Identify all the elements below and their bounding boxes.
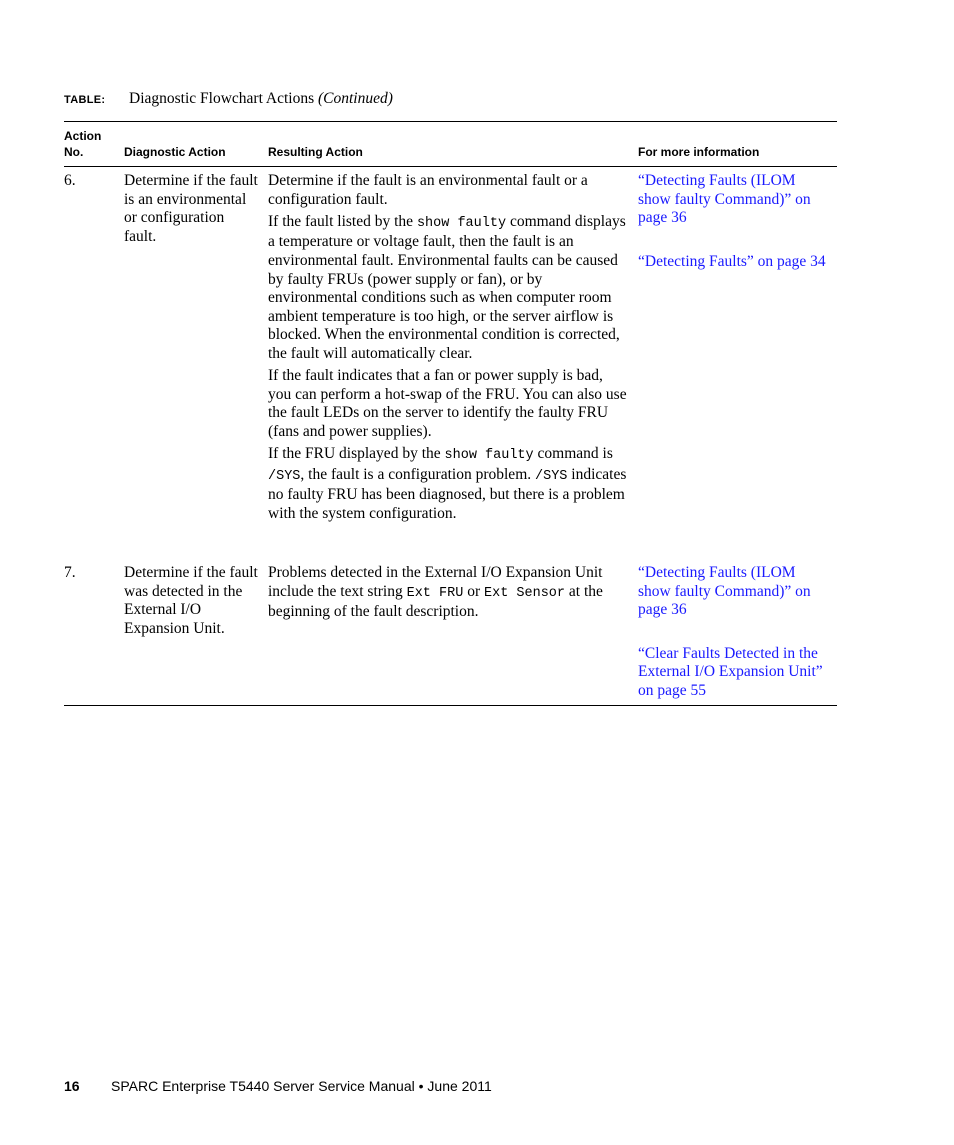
header-resulting-action: Resulting Action (268, 145, 363, 159)
row-7-para-1 (268, 564, 628, 622)
table-caption (64, 90, 393, 108)
row-6-para-1: Determine if the fault is an environmental fault or a configuration fault. (268, 172, 588, 208)
code-sys: /SYS (535, 468, 568, 484)
row-6-para-2 (268, 213, 628, 364)
text-run: command is (533, 445, 613, 463)
row-6-para-4 (268, 445, 628, 523)
row-6-diagnostic: Determine if the fault is an environmental or configuration fault. (124, 172, 258, 245)
text-run: If the fault listed by the (268, 212, 417, 230)
table-bottom-rule (64, 705, 837, 706)
link-detecting-faults-ilom[interactable]: “Detecting Faults (ILOM show faulty Command)” on page 36 (638, 172, 811, 227)
footer-text: SPARC Enterprise T5440 Server Service Manual • June 2011 (111, 1078, 492, 1094)
table-title: Diagnostic Flowchart Actions (129, 90, 315, 107)
row-6-number: 6. (64, 172, 76, 189)
link-detecting-faults-ilom[interactable]: “Detecting Faults (ILOM show faulty Command)” on page 36 (638, 564, 811, 619)
table-continued: (Continued) (318, 90, 393, 107)
text-run: If the FRU displayed by the (268, 445, 445, 463)
header-action-line2: No. (64, 145, 84, 159)
text-run: or (463, 582, 484, 600)
code-show-faulty: show faulty (444, 448, 534, 464)
row-7-resulting (268, 564, 628, 625)
link-clear-faults-external-io[interactable]: “Clear Faults Detected in the External I/O Expansion Unit” on page 55 (638, 644, 823, 699)
text-run: at the beginning of the fault description. (268, 582, 603, 621)
row-6-resulting (268, 172, 628, 527)
row-7-diagnostic: Determine if the fault was detected in the External I/O Expansion Unit. (124, 564, 258, 637)
text-run: command displays a temperature or voltage fault, then the fault is an environmental fault. Environmental faults can be caused by faulty FRUs (power supply or fan), or by environmental conditions such as when computer room ambient temperature is too high, or the server airflow is blocked. When the environmental condition is corrected, the fault will automatically clear. (268, 212, 626, 362)
header-action-line1: Action (64, 129, 102, 143)
row-7-links (638, 564, 828, 701)
code-show-faulty: show faulty (416, 215, 507, 231)
header-diagnostic-action: Diagnostic Action (124, 145, 226, 159)
table-top-rule (64, 121, 837, 122)
page-number: 16 (64, 1078, 80, 1094)
row-7-number: 7. (64, 564, 76, 581)
text-run: Problems detected in the External I/O Expansion Unit include the text string (268, 564, 603, 600)
row-6-links (638, 172, 828, 296)
code-ext-sensor: Ext Sensor (484, 585, 566, 601)
code-sys: /SYS (268, 468, 301, 484)
header-rule (64, 166, 837, 167)
code-ext-fru: Ext FRU (406, 585, 464, 601)
header-more-info: For more information (638, 145, 760, 159)
table-label: TABLE: (64, 94, 106, 106)
link-detecting-faults[interactable]: “Detecting Faults” on page 34 (638, 252, 826, 270)
text-run: indicates no faulty FRU has been diagnosed, but there is a problem with the system configuration. (268, 465, 627, 522)
row-6-para-3: If the fault indicates that a fan or power supply is bad, you can perform a hot-swap of the FRU. You can also use the fault LEDs on the server to identify the faulty FRU (fans and power supplies). (268, 367, 627, 440)
page-footer (64, 1078, 492, 1094)
text-run: , the fault is a configuration problem. (300, 465, 535, 483)
header-action-no (64, 128, 101, 160)
